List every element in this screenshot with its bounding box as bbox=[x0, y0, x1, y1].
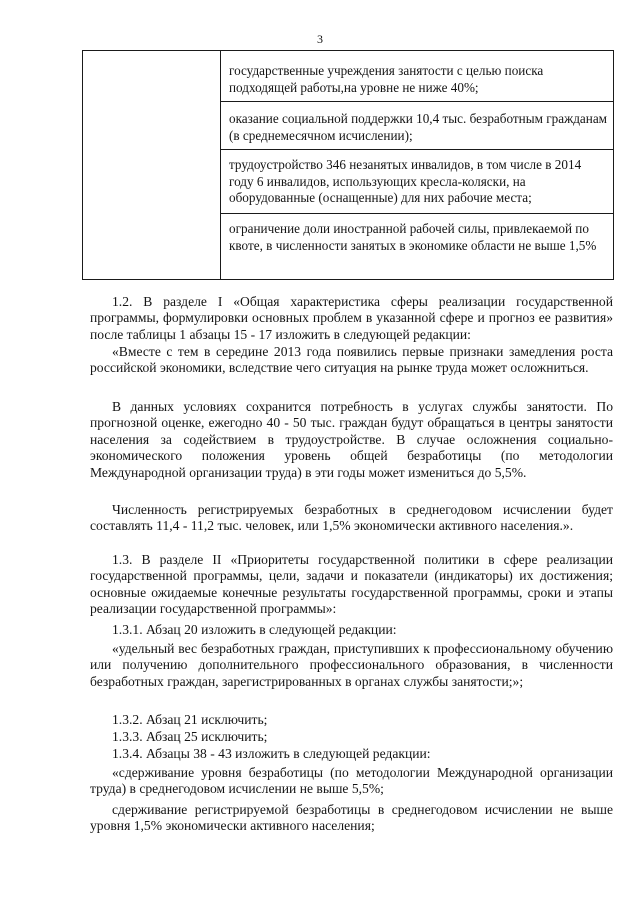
table-row-separator bbox=[221, 101, 613, 102]
page-number: 3 bbox=[317, 32, 323, 46]
paragraph: Численность регистрируемых безработных в среднегодовом исчислении будет составлять 11,4 - 11,2 тыс. человек, или 1,5% экономически активного населения.». bbox=[90, 502, 613, 534]
paragraph: сдерживание регистрируемой безработицы в среднегодовом исчислении не выше уровня 1,5% экономически активного населения; bbox=[90, 802, 613, 834]
table-row-separator bbox=[221, 213, 613, 214]
paragraph: «Вместе с тем в середине 2013 года появились первые признаки замедления роста российской экономики, вследствие чего ситуация на рынке труда может осложниться. bbox=[90, 344, 613, 376]
table-cell: ограничение доли иностранной рабочей силы, привлекаемой по квоте, в численности занятых в экономике области не выше 1,5% bbox=[229, 221, 597, 253]
paragraph: 1.3.4. Абзацы 38 - 43 изложить в следующей редакции: bbox=[112, 746, 431, 761]
paragraph: 1.2. В разделе I «Общая характеристика сферы реализации государственной программы, формулировки основных проблем в указанной сфере и прогноз ее развития» после таблицы 1 абзацы 15 - 17 изложить в следующей редакции: bbox=[90, 294, 613, 342]
paragraph: «сдерживание уровня безработицы (по методологии Международной организации труда) в среднегодовом исчислении не выше 5,5%; bbox=[90, 765, 613, 797]
paragraph: 1.3.1. Абзац 20 изложить в следующей редакции: bbox=[112, 622, 397, 637]
paragraph: В данных условиях сохранится потребность в услугах службы занятости. По прогнозной оценке, ежегодно 40 - 50 тыс. граждан будут обращаться в центры занятости населения за содействием в трудоустройстве. В случае осложнения социально-экономического положения уровень общей безработицы (по методологии Международной организации труда) в эти годы может измениться до 5,5%. bbox=[90, 399, 613, 480]
indicators-table bbox=[82, 50, 614, 280]
paragraph: 1.3.2. Абзац 21 исключить; bbox=[112, 712, 268, 727]
paragraph: «удельный вес безработных граждан, приступивших к профессиональному обучению или получению дополнительного профессионального образования, в численности безработных граждан, зарегистрированных в органах службы занятости;»; bbox=[90, 641, 613, 689]
table-column-divider bbox=[220, 51, 221, 279]
table-row-separator bbox=[221, 149, 613, 150]
table-cell: трудоустройство 346 незанятых инвалидов, в том числе в 2014 году 6 инвалидов, использующих кресла-коляски, на оборудованные (оснащенные) для них рабочие места; bbox=[229, 157, 582, 205]
table-cell: оказание социальной поддержки 10,4 тыс. безработным гражданам (в среднемесячном исчислении); bbox=[229, 111, 608, 143]
table-cell: государственные учреждения занятости с целью поиска подходящей работы,на уровне не ниже 40%; bbox=[229, 63, 544, 95]
paragraph: 1.3. В разделе II «Приоритеты государственной политики в сфере реализации государственной программы, цели, задачи и показатели (индикаторы) их достижения; основные ожидаемые конечные результаты государственной программы, сроки и этапы реализации государственной программы»: bbox=[90, 552, 613, 617]
paragraph: 1.3.3. Абзац 25 исключить; bbox=[112, 729, 268, 744]
